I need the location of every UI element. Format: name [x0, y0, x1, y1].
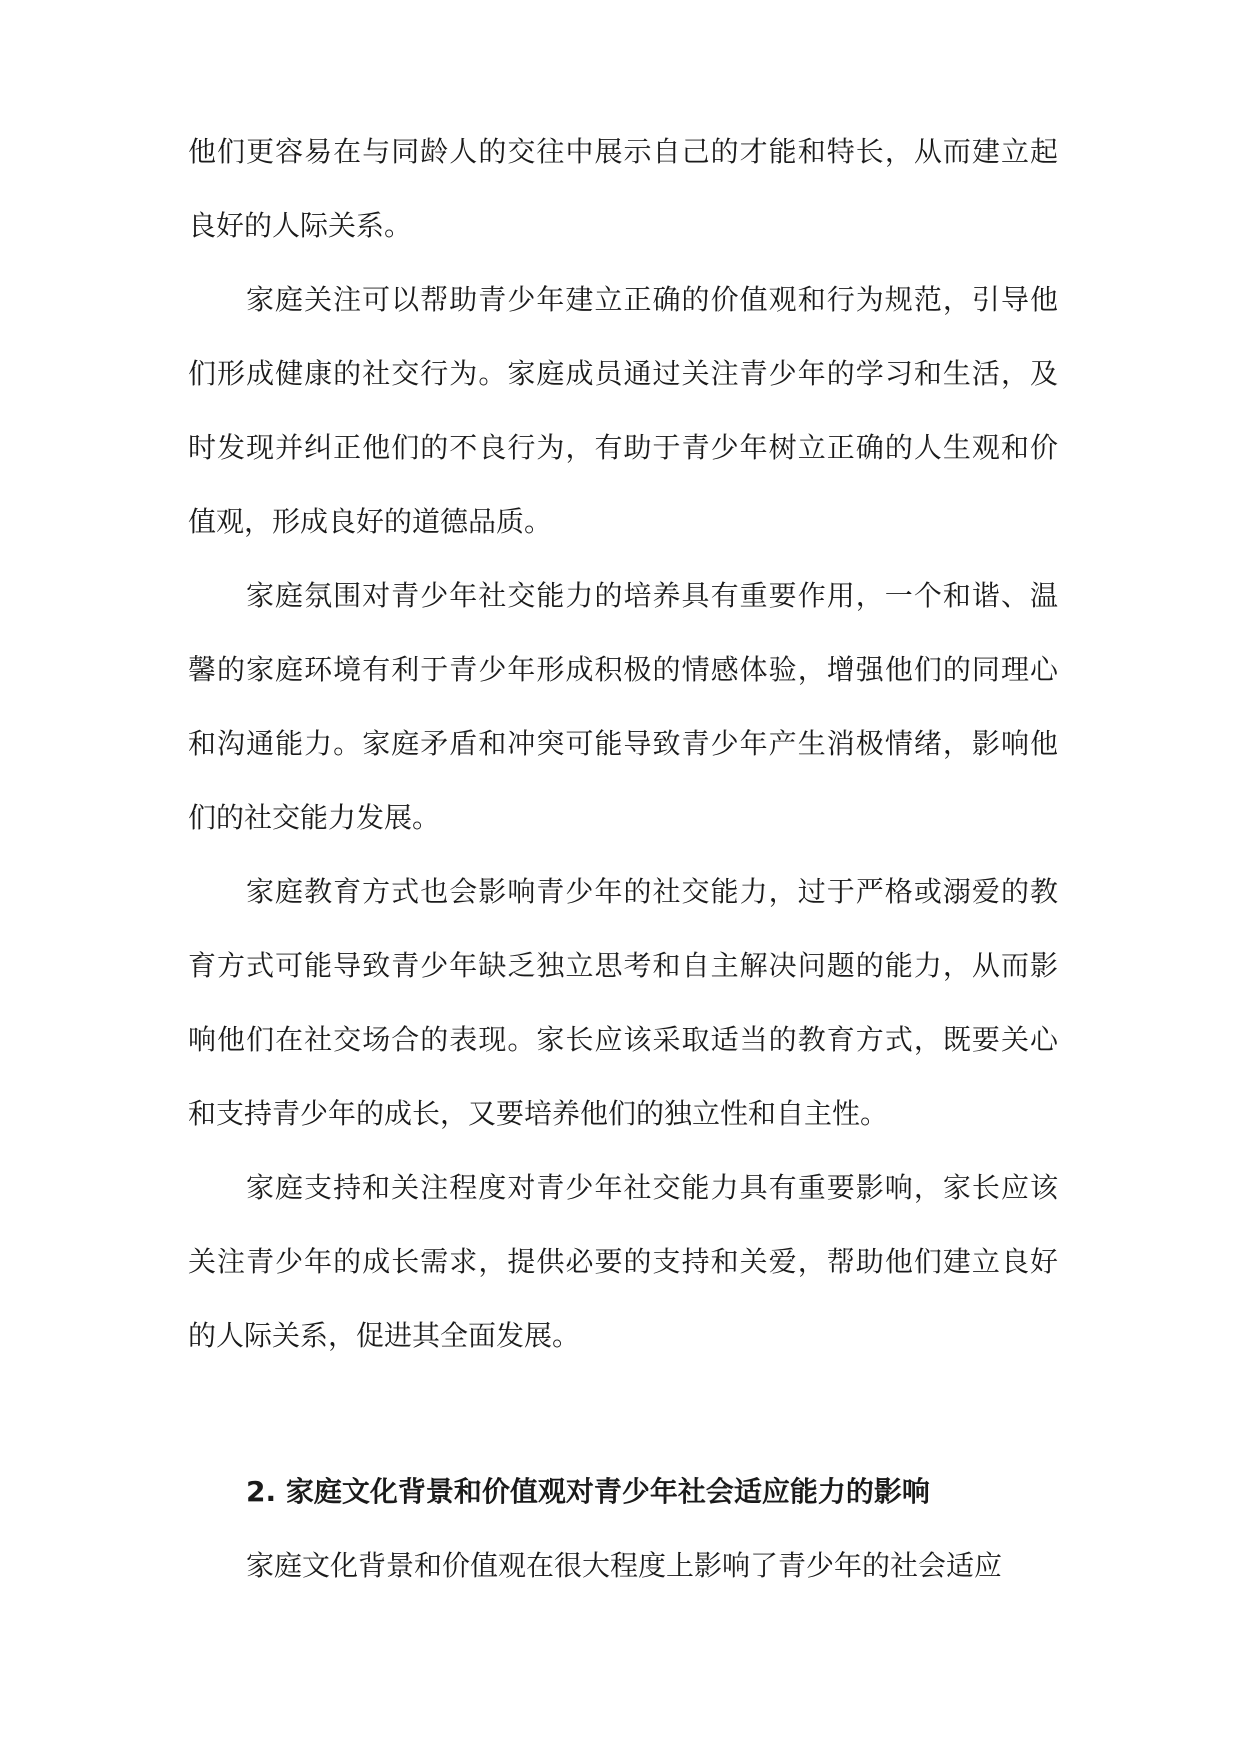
paragraph-4-line-1: 家庭教育方式也会影响青少年的社交能力，过于严格或溺爱的教 [246, 875, 1058, 908]
paragraph-5-line-3: 的人际关系，促进其全面发展。 [188, 1319, 581, 1352]
paragraph-5-line-1: 家庭支持和关注程度对青少年社交能力具有重要影响，家长应该 [246, 1171, 1058, 1204]
paragraph-4-line-2: 育方式可能导致青少年缺乏独立思考和自主解决问题的能力，从而影 [188, 949, 1058, 982]
paragraph-2-line-3: 时发现并纠正他们的不良行为，有助于青少年树立正确的人生观和价 [188, 431, 1058, 464]
paragraph-1-line-1: 他们更容易在与同龄人的交往中展示自己的才能和特长，从而建立起 [188, 135, 1058, 168]
section-heading: 2. 家庭文化背景和价值观对青少年社会适应能力的影响 [246, 1475, 930, 1508]
paragraph-3-line-3: 和沟通能力。家庭矛盾和冲突可能导致青少年产生消极情绪，影响他 [188, 727, 1058, 760]
paragraph-4-line-4: 和支持青少年的成长，又要培养他们的独立性和自主性。 [188, 1097, 889, 1130]
paragraph-3-line-1: 家庭氛围对青少年社交能力的培养具有重要作用，一个和谐、温 [246, 579, 1058, 612]
paragraph-3-line-4: 们的社交能力发展。 [188, 801, 441, 834]
paragraph-3-line-2: 馨的家庭环境有利于青少年形成积极的情感体验，增强他们的同理心 [188, 653, 1058, 686]
paragraph-2-line-2: 们形成健康的社交行为。家庭成员通过关注青少年的学习和生活，及 [188, 357, 1058, 390]
section-paragraph-line-1: 家庭文化背景和价值观在很大程度上影响了青少年的社会适应 [246, 1549, 1003, 1582]
paragraph-4-line-3: 响他们在社交场合的表现。家长应该采取适当的教育方式，既要关心 [188, 1023, 1058, 1056]
paragraph-1-line-2: 良好的人际关系。 [188, 209, 413, 242]
paragraph-5-line-2: 关注青少年的成长需求，提供必要的支持和关爱，帮助他们建立良好 [188, 1245, 1058, 1278]
paragraph-2-line-1: 家庭关注可以帮助青少年建立正确的价值观和行为规范，引导他 [246, 283, 1058, 316]
paragraph-2-line-4: 值观，形成良好的道德品质。 [188, 505, 553, 538]
